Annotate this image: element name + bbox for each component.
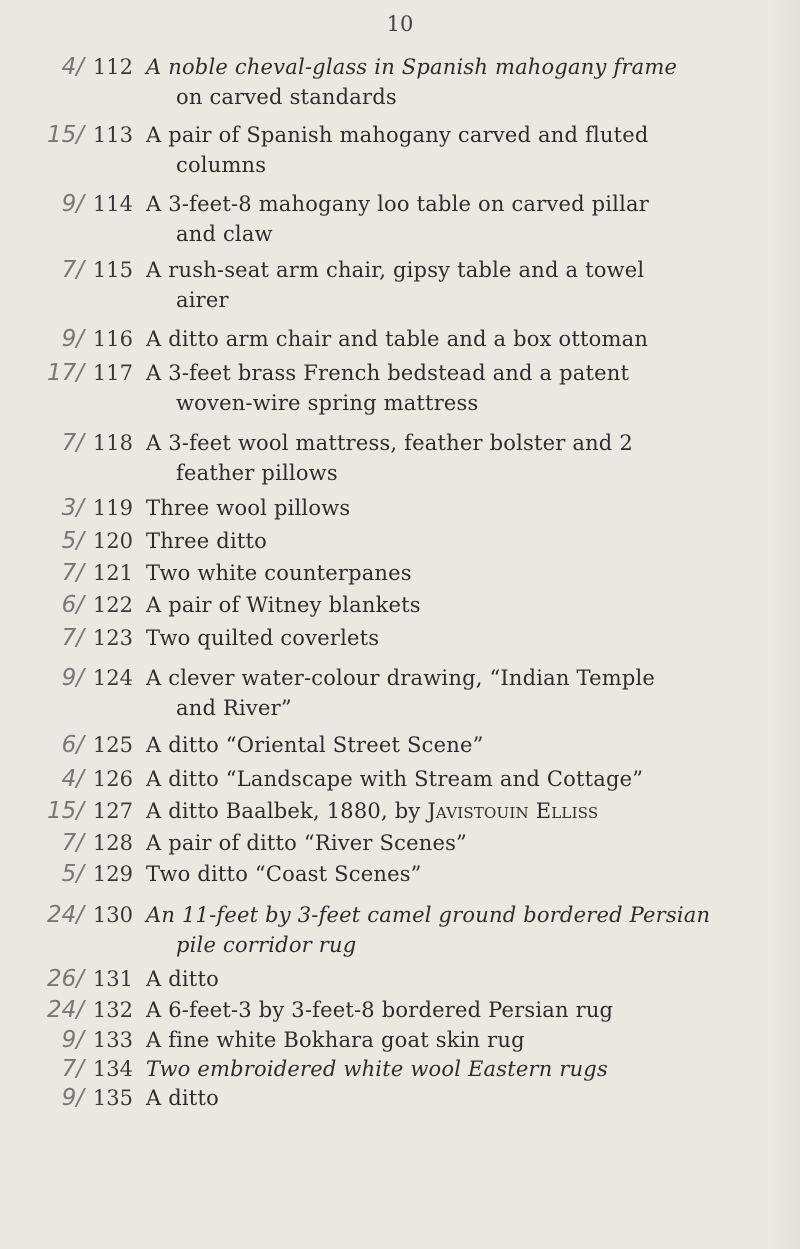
lot-description-line: A pair of Witney blankets (146, 593, 421, 617)
lot-description (146, 189, 786, 249)
lot-description-line: Three wool pillows (146, 496, 351, 520)
lot-price: 9/ (61, 326, 84, 352)
lot-price: 3/ (61, 495, 84, 521)
lot-number: 129 (92, 862, 133, 886)
lot-number: 119 (92, 496, 133, 520)
lot-number: 115 (92, 258, 133, 282)
lot-description (146, 120, 786, 180)
lot-price: 17/ (46, 360, 84, 386)
lot-number: 127 (92, 799, 133, 823)
lot-description-line: on carved standards (176, 85, 397, 109)
lot-description (146, 493, 786, 523)
lot-description (146, 52, 786, 112)
lot-number: 125 (92, 733, 133, 757)
lot-description-line: A ditto arm chair and table and a box ottoman (146, 327, 649, 351)
lot-description (146, 828, 786, 858)
lot-number: 134 (92, 1057, 133, 1081)
lot-description-line: A ditto “Landscape with Stream and Cottage” (146, 767, 644, 791)
lot-number: 112 (92, 55, 133, 79)
lot-description-line: woven-wire spring mattress (176, 391, 479, 415)
lot-description-line: A 3-feet wool mattress, feather bolster and 2 (146, 431, 633, 455)
lot-description (146, 764, 786, 794)
lot-description-line (146, 796, 786, 826)
lot-price: 9/ (61, 191, 84, 217)
lot-description-line: pile corridor rug (176, 933, 357, 957)
lot-description (146, 1083, 786, 1113)
lot-description-line: A rush-seat arm chair, gipsy table and a towel (146, 258, 645, 282)
lot-number: 118 (92, 431, 133, 455)
lot-description (146, 663, 786, 723)
lot-description-text: A ditto Baalbek, 1880, by (146, 799, 428, 823)
lot-description-line: and River” (176, 696, 292, 720)
lot-description (146, 964, 786, 994)
lot-price: 7/ (61, 560, 84, 586)
lot-description-line: A clever water-colour drawing, “Indian Temple (146, 666, 656, 690)
lot-description-line: feather pillows (176, 461, 338, 485)
lot-price: 7/ (61, 430, 84, 456)
artist-name: Javistouin Elliss (427, 799, 599, 823)
lot-description (146, 859, 786, 889)
lot-price: 7/ (61, 830, 84, 856)
lot-description-line: Two white counterpanes (146, 561, 412, 585)
lot-description (146, 255, 786, 315)
lot-description (146, 324, 786, 354)
lot-price: 7/ (61, 1056, 84, 1082)
lot-price: 7/ (61, 257, 84, 283)
lot-number: 133 (92, 1028, 133, 1052)
lot-number: 120 (92, 529, 133, 553)
lot-description (146, 358, 786, 418)
lot-number: 135 (92, 1086, 133, 1110)
lot-price: 5/ (61, 528, 84, 554)
lot-number: 122 (92, 593, 133, 617)
lot-number: 128 (92, 831, 133, 855)
lot-description-line: A noble cheval-glass in Spanish mahogany frame (146, 55, 678, 79)
lot-price: 24/ (46, 902, 84, 928)
lot-number: 130 (92, 903, 133, 927)
lot-description-line: A ditto (146, 1086, 219, 1110)
lot-price: 6/ (61, 732, 84, 758)
lot-price: 5/ (61, 861, 84, 887)
lot-description-line: and claw (176, 222, 273, 246)
lot-description-line: A pair of Spanish mahogany carved and fluted (146, 123, 649, 147)
lot-description-line: A ditto “Oriental Street Scene” (146, 733, 484, 757)
lot-description-line: airer (176, 288, 229, 312)
lot-description (146, 590, 786, 620)
lot-number: 123 (92, 626, 133, 650)
lot-description (146, 900, 786, 960)
lot-description-line: A ditto (146, 967, 219, 991)
lot-description (146, 558, 786, 588)
page-number: 10 (386, 12, 414, 36)
lot-number: 132 (92, 998, 133, 1022)
lot-price: 6/ (61, 592, 84, 618)
lot-price: 15/ (46, 798, 84, 824)
lot-description-line: A 3-feet-8 mahogany loo table on carved pillar (146, 192, 649, 216)
lot-description (146, 526, 786, 556)
lot-description (146, 623, 786, 653)
lot-description-line: An 11-feet by 3-feet camel ground bordered Persian (146, 903, 711, 927)
lot-number: 126 (92, 767, 133, 791)
lot-description (146, 730, 786, 760)
lot-description-line: A pair of ditto “River Scenes” (146, 831, 467, 855)
lot-number: 114 (92, 192, 133, 216)
lot-price: 7/ (61, 625, 84, 651)
lot-description (146, 796, 786, 826)
lot-price: 15/ (46, 122, 84, 148)
lot-description-line: Two ditto “Coast Scenes” (146, 862, 422, 886)
lot-description-line: A 6-feet-3 by 3-feet-8 bordered Persian rug (146, 998, 614, 1022)
lot-description (146, 1054, 786, 1084)
lot-price: 4/ (61, 54, 84, 80)
lot-number: 116 (92, 327, 133, 351)
lot-price: 9/ (61, 1027, 84, 1053)
lot-price: 9/ (61, 665, 84, 691)
lot-number: 124 (92, 666, 133, 690)
lot-number: 131 (92, 967, 133, 991)
lot-description-line: A 3-feet brass French bedstead and a patent (146, 361, 630, 385)
lot-description-line: A fine white Bokhara goat skin rug (146, 1028, 525, 1052)
lot-price: 26/ (46, 966, 84, 992)
lot-price: 9/ (61, 1085, 84, 1111)
lot-description (146, 1025, 786, 1055)
lot-description (146, 428, 786, 488)
lot-number: 117 (92, 361, 133, 385)
lot-price: 4/ (61, 766, 84, 792)
lot-number: 113 (92, 123, 133, 147)
lot-description (146, 995, 786, 1025)
lot-description-line: Two quilted coverlets (146, 626, 380, 650)
lot-description-line: columns (176, 153, 267, 177)
page-edge-shadow (772, 0, 800, 1249)
lot-number: 121 (92, 561, 133, 585)
lot-price: 24/ (46, 997, 84, 1023)
lot-description-line: Two embroidered white wool Eastern rugs (146, 1057, 608, 1081)
lot-description-line: Three ditto (146, 529, 267, 553)
